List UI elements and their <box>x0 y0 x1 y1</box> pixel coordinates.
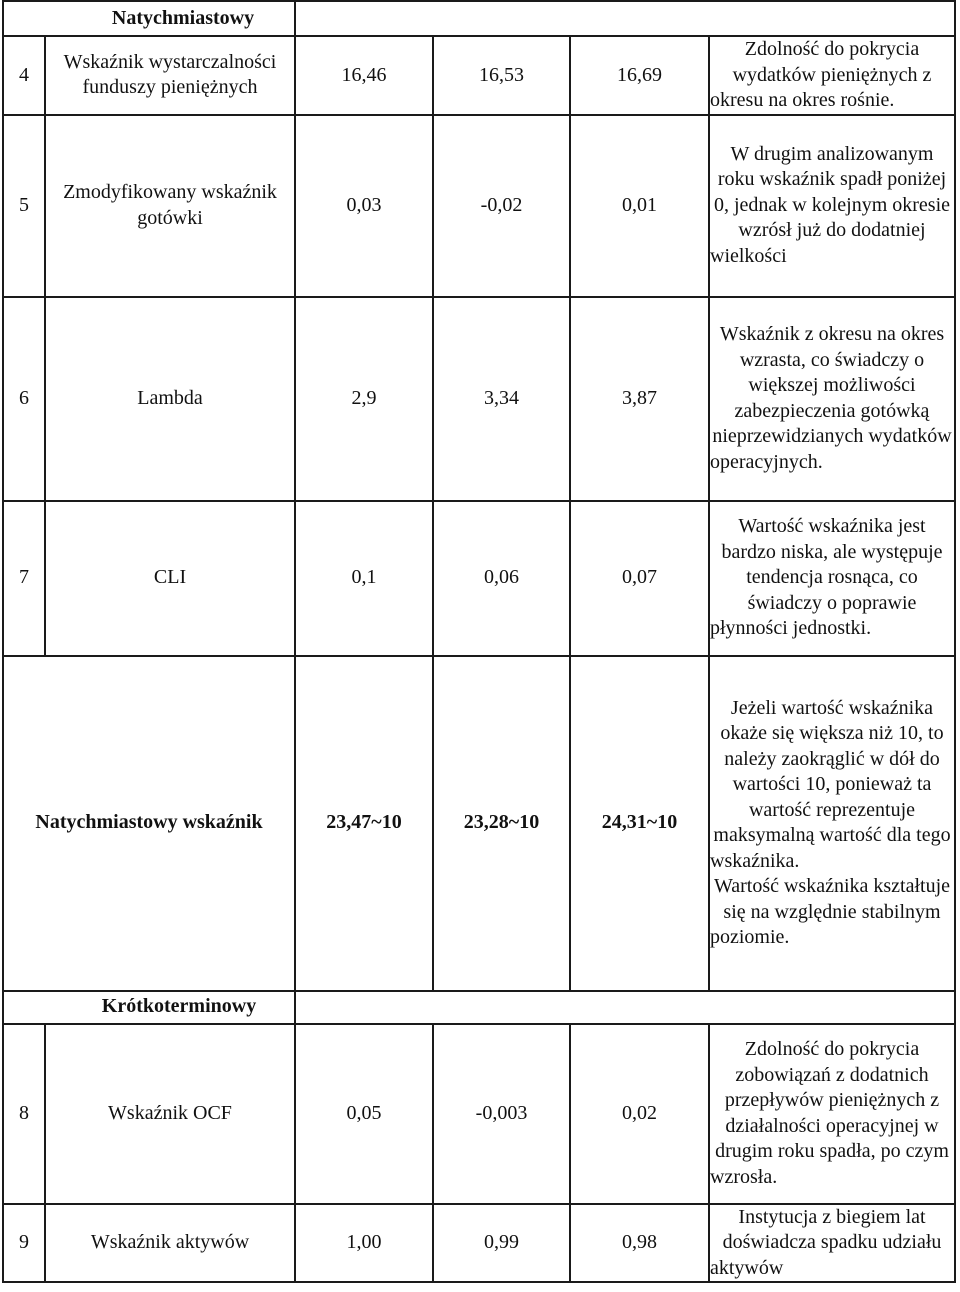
section-header-empty-cell <box>295 991 955 1024</box>
comment-text: Wartość wskaźnika jest bardzo niska, ale występuje tendencja rosnąca, co świadczy o poprawie płynności jednostki. <box>710 515 943 640</box>
comment-text: Zdolność do pokrycia zobowiązań z dodatnich przepływów pieniężnych z działalności operacyjnej w drugim roku spadła, po czym wzrosła. <box>710 1038 949 1188</box>
indicator-comment <box>709 1024 955 1204</box>
value-year-3: 16,69 <box>570 36 709 115</box>
summary-value-year-2: 23,28~10 <box>433 656 570 991</box>
value-year-2: 0,99 <box>433 1204 570 1283</box>
row-number: 9 <box>3 1204 45 1283</box>
summary-name: Natychmiastowy wskaźnik <box>3 656 295 991</box>
value-year-3: 0,07 <box>570 501 709 656</box>
section-title-immediate: Natychmiastowy <box>3 1 295 36</box>
table-row <box>3 1024 955 1204</box>
value-year-2: 16,53 <box>433 36 570 115</box>
summary-value-year-3: 24,31~10 <box>570 656 709 991</box>
indicator-comment <box>709 115 955 297</box>
indicator-name: Wskaźnik wystarczalności funduszy pieniężnych <box>45 36 295 115</box>
row-number: 6 <box>3 297 45 501</box>
row-number: 7 <box>3 501 45 656</box>
comment-text: Zdolność do pokrycia wydatków pieniężnych z okresu na okres rośnie. <box>710 38 932 111</box>
indicator-comment <box>709 501 955 656</box>
value-year-2: 3,34 <box>433 297 570 501</box>
value-year-2: -0,02 <box>433 115 570 297</box>
section-header-short-term <box>3 991 955 1024</box>
indicator-name: CLI <box>45 501 295 656</box>
summary-comment-text-2: Wartość wskaźnika kształtuje się na względnie stabilnym poziomie. <box>710 875 951 948</box>
value-year-2: -0,003 <box>433 1024 570 1204</box>
indicator-name: Zmodyfikowany wskaźnik gotówki <box>45 115 295 297</box>
comment-text: Wskaźnik z okresu na okres wzrasta, co świadczy o większej możliwości zabezpieczenia gotówką nieprzewidzianych wydatków operacyjnych. <box>710 323 952 473</box>
value-year-1: 0,03 <box>295 115 433 297</box>
value-year-1: 2,9 <box>295 297 433 501</box>
table-row <box>3 501 955 656</box>
value-year-3: 0,02 <box>570 1024 709 1204</box>
table-row <box>3 297 955 501</box>
value-year-1: 0,05 <box>295 1024 433 1204</box>
liquidity-ratios-table <box>2 0 956 1283</box>
comment-text: W drugim analizowanym roku wskaźnik spadł poniżej 0, jednak w kolejnym okresie wzrósł już do dodatniej wielkości <box>710 142 951 267</box>
section-header-immediate <box>3 1 955 36</box>
comment-text: Instytucja z biegiem lat doświadcza spadku udziału aktywów <box>710 1205 942 1279</box>
indicator-name: Lambda <box>45 297 295 501</box>
value-year-1: 0,1 <box>295 501 433 656</box>
summary-comment <box>709 656 955 991</box>
indicator-name: Wskaźnik OCF <box>45 1024 295 1204</box>
summary-row <box>3 656 955 991</box>
table-row <box>3 1204 955 1283</box>
table-row <box>3 36 955 115</box>
indicator-comment <box>709 36 955 115</box>
value-year-3: 0,01 <box>570 115 709 297</box>
row-number: 8 <box>3 1024 45 1204</box>
summary-value-year-1: 23,47~10 <box>295 656 433 991</box>
table-row <box>3 115 955 297</box>
section-header-empty-cell <box>295 1 955 36</box>
row-number: 4 <box>3 36 45 115</box>
indicator-comment <box>709 297 955 501</box>
section-title-short-term: Krótkoterminowy <box>3 991 295 1024</box>
indicator-name: Wskaźnik aktywów <box>45 1204 295 1283</box>
value-year-1: 16,46 <box>295 36 433 115</box>
row-number: 5 <box>3 115 45 297</box>
indicator-comment <box>709 1204 955 1283</box>
summary-comment-text-1: Jeżeli wartość wskaźnika okaże się większa niż 10, to należy zaokrąglić w dół do wartości 10, ponieważ ta wartość reprezentuje maksymalną wartość dla tego wskaźnika. <box>710 696 951 872</box>
value-year-3: 0,98 <box>570 1204 709 1283</box>
value-year-3: 3,87 <box>570 297 709 501</box>
value-year-1: 1,00 <box>295 1204 433 1283</box>
value-year-2: 0,06 <box>433 501 570 656</box>
